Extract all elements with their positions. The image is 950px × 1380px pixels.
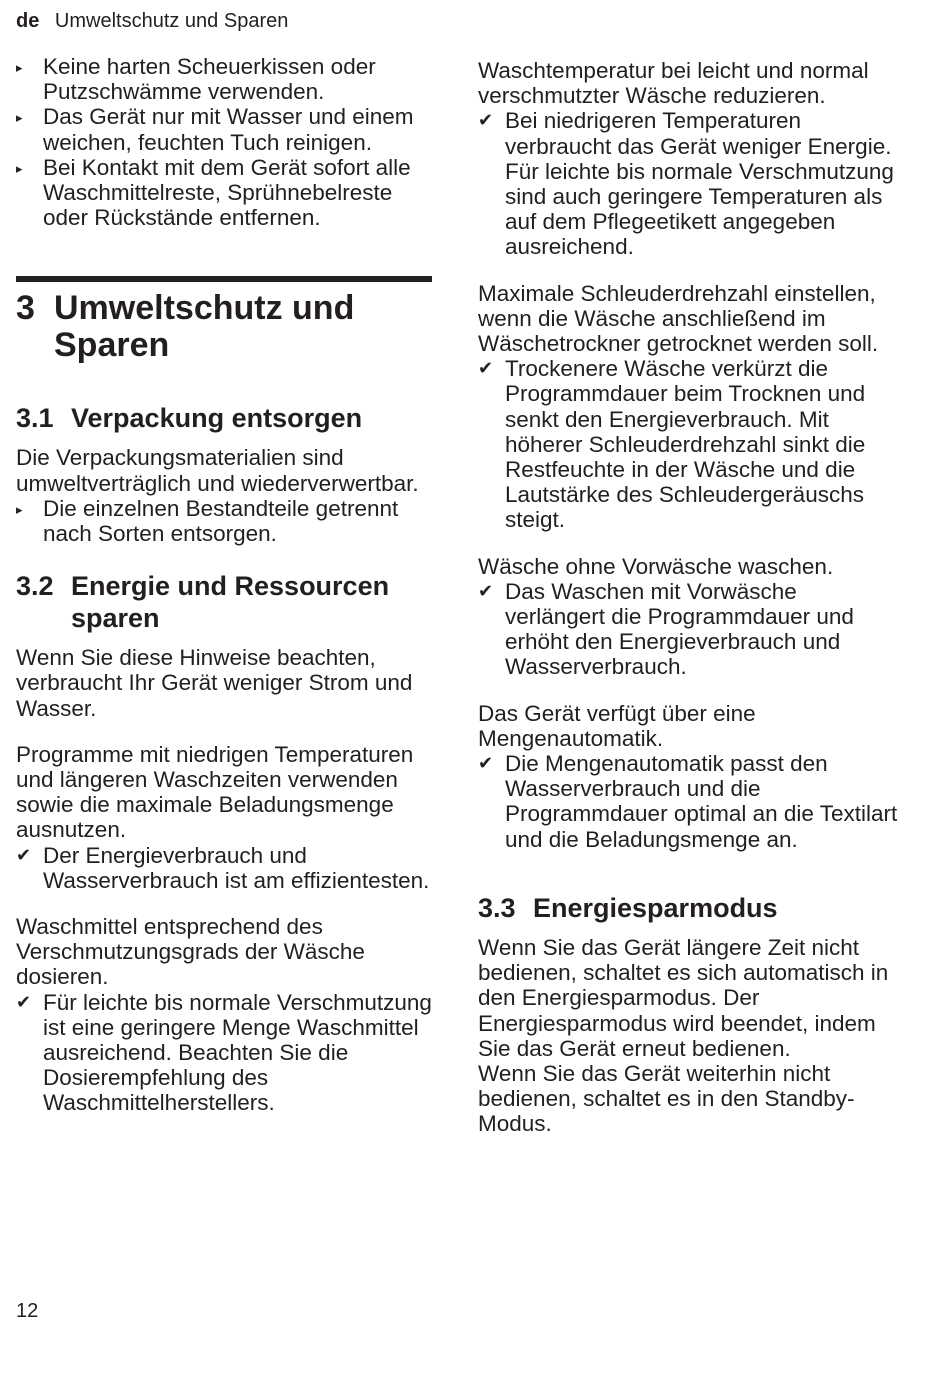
paragraph: Die Verpackungsmaterialien sind umweltverträglich und wiederverwertbar.	[16, 445, 419, 496]
section-number: 3.3	[478, 892, 516, 923]
result-text: Bei niedrigeren Temperaturen verbraucht das Gerät weniger Energie. Für leichte bis normale Verschmutzung sind auch geringere Temperaturen als auf dem Pflegeetikett angegeben ausreichend.	[505, 108, 894, 260]
step-item	[16, 54, 432, 104]
arrow-icon: ▸	[16, 160, 23, 176]
language-code: de	[16, 10, 40, 32]
right-column	[478, 58, 898, 1137]
result-item	[16, 843, 432, 893]
checkmark-icon: ✔	[478, 753, 494, 774]
step-text: Die einzelnen Bestandteile getrennt nach Sorten entsorgen.	[43, 495, 399, 547]
step-text: Das Gerät nur mit Wasser und einem weichen, feuchten Tuch reinigen.	[43, 104, 414, 155]
section-title: Energiesparmodus	[533, 892, 778, 923]
page-header	[16, 8, 288, 34]
section-heading-3-3	[478, 892, 898, 924]
section-number: 3.2	[16, 571, 54, 602]
header-title: Umweltschutz und Sparen	[54, 10, 289, 32]
paragraph: Wenn Sie das Gerät längere Zeit nicht bedienen, schaltet es sich automatisch in den Energiesparmodus. Der Energiesparmodus wird beendet, indem Sie das Gerät erneut bedienen.	[478, 934, 889, 1061]
arrow-icon: ▸	[16, 501, 23, 517]
arrow-icon: ▸	[16, 110, 23, 126]
step-text: Bei Kontakt mit dem Gerät sofort alle Waschmittelreste, Sprühnebelreste oder Rückstände entfernen.	[43, 154, 411, 231]
left-column	[16, 54, 432, 1116]
section-number: 3.1	[16, 403, 54, 434]
result-text: Trockenere Wäsche verkürzt die Programmdauer beim Trocknen und senkt den Energieverbrauch. Mit höherer Schleuderdrehzahl sinkt die Restfeuchte in der Wäsche und die Lautstärke des Schleudergeräuschs steigt.	[505, 356, 866, 533]
section-heading-3-1	[16, 402, 432, 434]
paragraph: Das Gerät verfügt über eine Mengenautomatik.	[478, 700, 756, 751]
paragraph: Programme mit niedrigen Temperaturen und längeren Waschzeiten verwenden sowie die maximale Beladungsmenge ausnutzen.	[16, 741, 414, 843]
step-item	[16, 496, 432, 546]
section-heading-3-2	[16, 570, 432, 634]
paragraph: Waschtemperatur bei leicht und normal verschmutzter Wäsche reduzieren.	[478, 58, 869, 109]
page-number: 12	[16, 1300, 39, 1322]
checkmark-icon: ✔	[478, 358, 494, 379]
chapter-divider	[16, 276, 432, 282]
result-text: Die Mengenautomatik passt den Wasserverbrauch und die Programmdauer optimal an die Textilart und die Beladungsmenge an.	[505, 751, 898, 852]
step-item	[16, 104, 432, 154]
checkmark-icon: ✔	[16, 844, 32, 865]
checkmark-icon: ✔	[16, 991, 32, 1012]
checkmark-icon: ✔	[478, 110, 494, 131]
checkmark-icon: ✔	[478, 580, 494, 601]
chapter-title: Umweltschutz und Sparen	[54, 289, 355, 365]
step-item	[16, 155, 432, 231]
paragraph: Maximale Schleuderdrehzahl einstellen, wenn die Wäsche anschließend im Wäschetrockner getrocknet werden soll.	[478, 280, 879, 357]
result-item	[478, 579, 898, 680]
result-item	[478, 356, 898, 532]
chapter-heading	[16, 290, 432, 364]
paragraph: Wäsche ohne Vorwäsche waschen.	[478, 553, 834, 579]
result-item	[16, 990, 432, 1116]
step-text: Keine harten Scheuerkissen oder Putzschwämme verwenden.	[43, 54, 376, 105]
result-text: Der Energieverbrauch und Wasserverbrauch ist am effizientesten.	[43, 842, 430, 893]
result-text: Das Waschen mit Vorwäsche verlängert die Programmdauer und erhöht den Energieverbrauch und Wasserverbrauch.	[505, 578, 854, 680]
paragraph: Wenn Sie das Gerät weiterhin nicht bedienen, schaltet es in den Standby-Modus.	[478, 1060, 855, 1137]
result-item	[478, 751, 898, 852]
paragraph: Wenn Sie diese Hinweise beachten, verbraucht Ihr Gerät weniger Strom und Wasser.	[16, 645, 413, 721]
result-item	[478, 108, 898, 259]
paragraph: Waschmittel entsprechend des Verschmutzungsgrads der Wäsche dosieren.	[16, 914, 365, 990]
arrow-icon: ▸	[16, 60, 23, 75]
result-text: Für leichte bis normale Verschmutzung ist eine geringere Menge Waschmittel ausreichend. Beachten Sie die Dosierempfehlung des Waschmittelherstellers.	[43, 989, 432, 1116]
section-title: Energie und Ressourcen sparen	[71, 571, 390, 634]
section-title: Verpackung entsorgen	[71, 403, 363, 434]
chapter-number: 3	[16, 289, 35, 328]
